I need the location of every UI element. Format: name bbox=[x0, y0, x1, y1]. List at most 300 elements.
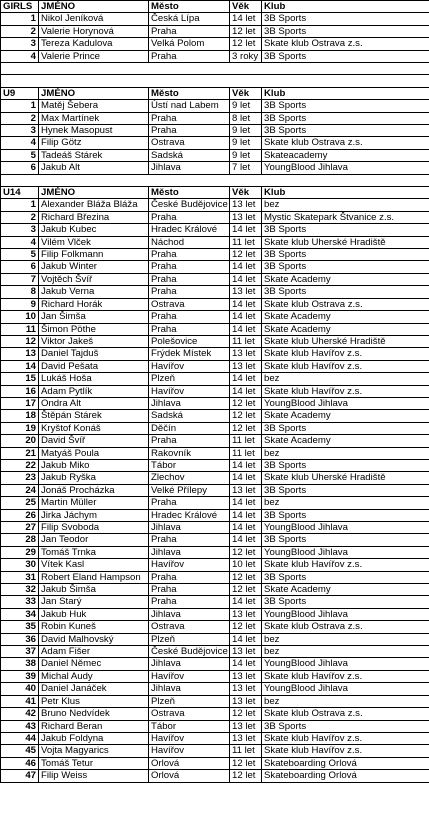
section-header-row bbox=[1, 87, 429, 99]
table-row bbox=[1, 422, 429, 434]
table-row bbox=[1, 459, 429, 471]
table-row bbox=[1, 546, 429, 558]
name-cell: Richard Horák bbox=[39, 298, 149, 310]
age-cell: 14 let bbox=[230, 273, 262, 285]
rank-cell: 1 bbox=[1, 100, 39, 112]
name-cell: David Švíř bbox=[39, 435, 149, 447]
city-cell: Praha bbox=[149, 261, 230, 273]
city-cell: Rakovník bbox=[149, 447, 230, 459]
rank-cell: 17 bbox=[1, 397, 39, 409]
rank-cell: 25 bbox=[1, 497, 39, 509]
club-cell: 3B Sports bbox=[262, 596, 429, 608]
name-cell: Tomáš Trnka bbox=[39, 546, 149, 558]
age-cell: 13 let bbox=[230, 646, 262, 658]
name-cell: Valerie Prince bbox=[39, 50, 149, 62]
city-cell: Havířov bbox=[149, 559, 230, 571]
age-cell: 12 let bbox=[230, 757, 262, 769]
city-cell: Sadská bbox=[149, 410, 230, 422]
table-row bbox=[1, 683, 429, 695]
age-cell: 9 let bbox=[230, 137, 262, 149]
rank-cell: 14 bbox=[1, 360, 39, 372]
table-row bbox=[1, 137, 429, 149]
age-cell: 13 let bbox=[230, 286, 262, 298]
city-cell: Praha bbox=[149, 112, 230, 124]
table-row bbox=[1, 25, 429, 37]
city-cell: Sadská bbox=[149, 149, 230, 161]
city-cell: Praha bbox=[149, 125, 230, 137]
age-cell: 14 let bbox=[230, 459, 262, 471]
name-cell: Jakub Šimša bbox=[39, 584, 149, 596]
club-cell: Skate klub Havířov z.s. bbox=[262, 732, 429, 744]
club-cell: Skateboarding Orlová bbox=[262, 770, 429, 782]
name-cell: Filip Folkmann bbox=[39, 249, 149, 261]
rank-cell: 20 bbox=[1, 435, 39, 447]
city-cell: Plzeň bbox=[149, 633, 230, 645]
club-cell: bez bbox=[262, 695, 429, 707]
rank-cell: 4 bbox=[1, 50, 39, 62]
name-cell: Max Martínek bbox=[39, 112, 149, 124]
city-cell: Praha bbox=[149, 50, 230, 62]
rank-cell: 22 bbox=[1, 459, 39, 471]
table-row bbox=[1, 149, 429, 161]
table-row bbox=[1, 770, 429, 782]
rank-cell: 19 bbox=[1, 422, 39, 434]
city-cell: Jihlava bbox=[149, 683, 230, 695]
city-cell: Velká Polom bbox=[149, 38, 230, 50]
table-row bbox=[1, 670, 429, 682]
rank-cell: 34 bbox=[1, 608, 39, 620]
name-cell: Ondra Alt bbox=[39, 397, 149, 409]
name-cell: Filip Götz bbox=[39, 137, 149, 149]
name-cell: Valerie Horynová bbox=[39, 25, 149, 37]
rank-cell: 13 bbox=[1, 348, 39, 360]
rank-cell: 6 bbox=[1, 162, 39, 174]
rank-cell: 44 bbox=[1, 732, 39, 744]
city-cell: Hradec Králové bbox=[149, 509, 230, 521]
club-cell: Skate klub Uherské Hradiště bbox=[262, 335, 429, 347]
city-cell: Praha bbox=[149, 497, 230, 509]
club-cell: 3B Sports bbox=[262, 112, 429, 124]
age-cell: 14 let bbox=[230, 658, 262, 670]
club-cell: Skate klub Ostrava z.s. bbox=[262, 38, 429, 50]
club-cell: bez bbox=[262, 646, 429, 658]
age-cell: 14 let bbox=[230, 298, 262, 310]
table-row bbox=[1, 472, 429, 484]
rank-cell: 45 bbox=[1, 745, 39, 757]
rank-cell: 8 bbox=[1, 286, 39, 298]
table-row bbox=[1, 112, 429, 124]
age-cell: 12 let bbox=[230, 25, 262, 37]
section-header-row bbox=[1, 187, 429, 199]
name-cell: Petr Klus bbox=[39, 695, 149, 707]
column-header-name: JMÉNO bbox=[39, 187, 149, 199]
column-header-club: Klub bbox=[262, 1, 429, 13]
city-cell: Havířov bbox=[149, 745, 230, 757]
table-row bbox=[1, 745, 429, 757]
column-header-club: Klub bbox=[262, 187, 429, 199]
column-header-age: Věk bbox=[230, 1, 262, 13]
column-header-name: JMÉNO bbox=[39, 1, 149, 13]
club-cell: YoungBlood Jihlava bbox=[262, 522, 429, 534]
city-cell: Praha bbox=[149, 571, 230, 583]
city-cell: Česká Lípa bbox=[149, 13, 230, 25]
club-cell: Skate klub Ostrava z.s. bbox=[262, 298, 429, 310]
rank-cell: 31 bbox=[1, 571, 39, 583]
column-header-club: Klub bbox=[262, 87, 429, 99]
club-cell: Skate klub Havířov z.s. bbox=[262, 385, 429, 397]
spacer-row bbox=[1, 75, 429, 87]
name-cell: Martin Müller bbox=[39, 497, 149, 509]
rank-cell: 1 bbox=[1, 199, 39, 211]
table-row bbox=[1, 162, 429, 174]
club-cell: bez bbox=[262, 199, 429, 211]
club-cell: Skateboarding Orlová bbox=[262, 757, 429, 769]
rank-cell: 1 bbox=[1, 13, 39, 25]
age-cell: 13 let bbox=[230, 695, 262, 707]
age-cell: 14 let bbox=[230, 497, 262, 509]
age-cell: 11 let bbox=[230, 745, 262, 757]
name-cell: Vojta Magyarics bbox=[39, 745, 149, 757]
name-cell: Jakub Kubec bbox=[39, 224, 149, 236]
club-cell: 3B Sports bbox=[262, 224, 429, 236]
name-cell: Vojtěch Švíř bbox=[39, 273, 149, 285]
club-cell: 3B Sports bbox=[262, 484, 429, 496]
club-cell: Skate klub Uherské Hradiště bbox=[262, 472, 429, 484]
age-cell: 13 let bbox=[230, 211, 262, 223]
table-row bbox=[1, 224, 429, 236]
name-cell: Adam Fišer bbox=[39, 646, 149, 658]
name-cell: Šimon Pöthe bbox=[39, 323, 149, 335]
name-cell: Jakub Miko bbox=[39, 459, 149, 471]
table-row bbox=[1, 633, 429, 645]
name-cell: Tomáš Tetur bbox=[39, 757, 149, 769]
category-label: GIRLS bbox=[1, 1, 39, 13]
name-cell: Filip Weiss bbox=[39, 770, 149, 782]
age-cell: 13 let bbox=[230, 670, 262, 682]
city-cell: Jihlava bbox=[149, 658, 230, 670]
column-header-city: Město bbox=[149, 1, 230, 13]
city-cell: Praha bbox=[149, 584, 230, 596]
rank-cell: 18 bbox=[1, 410, 39, 422]
name-cell: Filip Svoboda bbox=[39, 522, 149, 534]
age-cell: 14 let bbox=[230, 261, 262, 273]
table-row bbox=[1, 720, 429, 732]
column-header-name: JMÉNO bbox=[39, 87, 149, 99]
club-cell: Skate Academy bbox=[262, 273, 429, 285]
table-row bbox=[1, 373, 429, 385]
city-cell: Ostrava bbox=[149, 621, 230, 633]
rank-cell: 3 bbox=[1, 38, 39, 50]
age-cell: 11 let bbox=[230, 236, 262, 248]
name-cell: Jan Starý bbox=[39, 596, 149, 608]
rank-cell: 43 bbox=[1, 720, 39, 732]
name-cell: Vilém Vlček bbox=[39, 236, 149, 248]
name-cell: Vítek Kasl bbox=[39, 559, 149, 571]
name-cell: Tereza Kadulova bbox=[39, 38, 149, 50]
city-cell: České Budějovice bbox=[149, 646, 230, 658]
club-cell: 3B Sports bbox=[262, 50, 429, 62]
city-cell: Praha bbox=[149, 273, 230, 285]
table-row bbox=[1, 410, 429, 422]
name-cell: Jakub Alt bbox=[39, 162, 149, 174]
age-cell: 13 let bbox=[230, 720, 262, 732]
age-cell: 14 let bbox=[230, 13, 262, 25]
table-row bbox=[1, 199, 429, 211]
name-cell: Kryštof Konáš bbox=[39, 422, 149, 434]
rank-cell: 3 bbox=[1, 125, 39, 137]
rank-cell: 16 bbox=[1, 385, 39, 397]
table-row bbox=[1, 298, 429, 310]
city-cell: Havířov bbox=[149, 670, 230, 682]
rank-cell: 37 bbox=[1, 646, 39, 658]
table-row bbox=[1, 13, 429, 25]
age-cell: 14 let bbox=[230, 323, 262, 335]
club-cell: 3B Sports bbox=[262, 100, 429, 112]
club-cell: Skate Academy bbox=[262, 323, 429, 335]
rank-cell: 30 bbox=[1, 559, 39, 571]
city-cell: Tábor bbox=[149, 459, 230, 471]
table-row bbox=[1, 261, 429, 273]
city-cell: Havířov bbox=[149, 360, 230, 372]
age-cell: 14 let bbox=[230, 472, 262, 484]
table-row bbox=[1, 484, 429, 496]
age-cell: 12 let bbox=[230, 584, 262, 596]
table-row bbox=[1, 311, 429, 323]
rank-cell: 15 bbox=[1, 373, 39, 385]
table-row bbox=[1, 335, 429, 347]
name-cell: Jirka Jáchym bbox=[39, 509, 149, 521]
club-cell: YoungBlood Jihlava bbox=[262, 546, 429, 558]
rank-cell: 2 bbox=[1, 25, 39, 37]
rank-cell: 35 bbox=[1, 621, 39, 633]
table-row bbox=[1, 435, 429, 447]
rank-cell: 33 bbox=[1, 596, 39, 608]
table-row bbox=[1, 286, 429, 298]
rank-cell: 47 bbox=[1, 770, 39, 782]
age-cell: 14 let bbox=[230, 311, 262, 323]
name-cell: Jakub Foldyna bbox=[39, 732, 149, 744]
age-cell: 12 let bbox=[230, 410, 262, 422]
table-row bbox=[1, 732, 429, 744]
table-row bbox=[1, 397, 429, 409]
club-cell: 3B Sports bbox=[262, 261, 429, 273]
rank-cell: 4 bbox=[1, 236, 39, 248]
age-cell: 12 let bbox=[230, 546, 262, 558]
club-cell: 3B Sports bbox=[262, 422, 429, 434]
age-cell: 11 let bbox=[230, 447, 262, 459]
club-cell: 3B Sports bbox=[262, 249, 429, 261]
rank-cell: 28 bbox=[1, 534, 39, 546]
table-row bbox=[1, 211, 429, 223]
age-cell: 9 let bbox=[230, 149, 262, 161]
club-cell: YoungBlood Jihlava bbox=[262, 683, 429, 695]
club-cell: Mystic Skatepark Štvanice z.s. bbox=[262, 211, 429, 223]
city-cell: Plzeň bbox=[149, 373, 230, 385]
city-cell: Praha bbox=[149, 286, 230, 298]
table-row bbox=[1, 708, 429, 720]
club-cell: YoungBlood Jihlava bbox=[262, 162, 429, 174]
rank-cell: 2 bbox=[1, 112, 39, 124]
rank-cell: 21 bbox=[1, 447, 39, 459]
club-cell: YoungBlood Jihlava bbox=[262, 397, 429, 409]
table-row bbox=[1, 695, 429, 707]
rank-cell: 3 bbox=[1, 224, 39, 236]
city-cell: Praha bbox=[149, 534, 230, 546]
rank-cell: 5 bbox=[1, 149, 39, 161]
city-cell: Ostrava bbox=[149, 298, 230, 310]
city-cell: Havířov bbox=[149, 385, 230, 397]
age-cell: 14 let bbox=[230, 385, 262, 397]
name-cell: Jan Teodor bbox=[39, 534, 149, 546]
club-cell: 3B Sports bbox=[262, 720, 429, 732]
name-cell: Alexander Bláža Bláža bbox=[39, 199, 149, 211]
age-cell: 14 let bbox=[230, 522, 262, 534]
city-cell: Jihlava bbox=[149, 162, 230, 174]
rank-cell: 11 bbox=[1, 323, 39, 335]
name-cell: Robin Kuneš bbox=[39, 621, 149, 633]
table-row bbox=[1, 273, 429, 285]
rank-cell: 39 bbox=[1, 670, 39, 682]
city-cell: Ostrava bbox=[149, 708, 230, 720]
age-cell: 13 let bbox=[230, 360, 262, 372]
city-cell: Polešovice bbox=[149, 335, 230, 347]
rank-cell: 9 bbox=[1, 298, 39, 310]
name-cell: David Pešata bbox=[39, 360, 149, 372]
city-cell: Jihlava bbox=[149, 608, 230, 620]
city-cell: Ostrava bbox=[149, 137, 230, 149]
age-cell: 11 let bbox=[230, 435, 262, 447]
rank-cell: 2 bbox=[1, 211, 39, 223]
age-cell: 10 let bbox=[230, 559, 262, 571]
name-cell: Matěj Šebera bbox=[39, 100, 149, 112]
city-cell: Praha bbox=[149, 311, 230, 323]
name-cell: Daniel Janáček bbox=[39, 683, 149, 695]
city-cell: Frýdek Místek bbox=[149, 348, 230, 360]
club-cell: 3B Sports bbox=[262, 571, 429, 583]
club-cell: Skate klub Havířov z.s. bbox=[262, 670, 429, 682]
club-cell: 3B Sports bbox=[262, 534, 429, 546]
club-cell: Skate klub Havířov z.s. bbox=[262, 559, 429, 571]
name-cell: Tadeáš Stárek bbox=[39, 149, 149, 161]
city-cell: Jihlava bbox=[149, 522, 230, 534]
name-cell: Viktor Jakeš bbox=[39, 335, 149, 347]
rank-cell: 23 bbox=[1, 472, 39, 484]
age-cell: 13 let bbox=[230, 348, 262, 360]
city-cell: Plzeň bbox=[149, 695, 230, 707]
city-cell: Praha bbox=[149, 323, 230, 335]
club-cell: Skate klub Uherské Hradiště bbox=[262, 236, 429, 248]
age-cell: 13 let bbox=[230, 608, 262, 620]
table-row bbox=[1, 125, 429, 137]
age-cell: 9 let bbox=[230, 125, 262, 137]
rank-cell: 12 bbox=[1, 335, 39, 347]
age-cell: 12 let bbox=[230, 397, 262, 409]
city-cell: Ústí nad Labem bbox=[149, 100, 230, 112]
rank-cell: 38 bbox=[1, 658, 39, 670]
club-cell: bez bbox=[262, 373, 429, 385]
club-cell: Skateacademy bbox=[262, 149, 429, 161]
column-header-age: Věk bbox=[230, 87, 262, 99]
name-cell: Lukáš Hoša bbox=[39, 373, 149, 385]
name-cell: Jakub Verna bbox=[39, 286, 149, 298]
name-cell: Adam Pytlík bbox=[39, 385, 149, 397]
rank-cell: 36 bbox=[1, 633, 39, 645]
rank-cell: 26 bbox=[1, 509, 39, 521]
table-row bbox=[1, 38, 429, 50]
rank-cell: 27 bbox=[1, 522, 39, 534]
table-row bbox=[1, 584, 429, 596]
name-cell: Michal Audy bbox=[39, 670, 149, 682]
age-cell: 13 let bbox=[230, 199, 262, 211]
city-cell: Náchod bbox=[149, 236, 230, 248]
age-cell: 11 let bbox=[230, 335, 262, 347]
table-row bbox=[1, 621, 429, 633]
club-cell: 3B Sports bbox=[262, 509, 429, 521]
table-row bbox=[1, 559, 429, 571]
name-cell: Jan Šimša bbox=[39, 311, 149, 323]
table-row bbox=[1, 534, 429, 546]
category-label: U14 bbox=[1, 187, 39, 199]
city-cell: Velké Přílepy bbox=[149, 484, 230, 496]
rank-cell: 40 bbox=[1, 683, 39, 695]
club-cell: bez bbox=[262, 633, 429, 645]
column-header-age: Věk bbox=[230, 187, 262, 199]
age-cell: 12 let bbox=[230, 249, 262, 261]
city-cell: Praha bbox=[149, 25, 230, 37]
table-row bbox=[1, 608, 429, 620]
city-cell: Jihlava bbox=[149, 546, 230, 558]
club-cell: Skate Academy bbox=[262, 311, 429, 323]
age-cell: 12 let bbox=[230, 770, 262, 782]
club-cell: Skate klub Ostrava z.s. bbox=[262, 708, 429, 720]
club-cell: bez bbox=[262, 497, 429, 509]
rank-cell: 42 bbox=[1, 708, 39, 720]
city-cell: Jihlava bbox=[149, 397, 230, 409]
age-cell: 14 let bbox=[230, 596, 262, 608]
city-cell: České Budějovice bbox=[149, 199, 230, 211]
rank-cell: 4 bbox=[1, 137, 39, 149]
city-cell: Zlechov bbox=[149, 472, 230, 484]
rank-cell: 5 bbox=[1, 249, 39, 261]
club-cell: bez bbox=[262, 447, 429, 459]
rank-cell: 24 bbox=[1, 484, 39, 496]
table-row bbox=[1, 509, 429, 521]
name-cell: Daniel Tajduš bbox=[39, 348, 149, 360]
rank-cell: 6 bbox=[1, 261, 39, 273]
club-cell: YoungBlood Jihlava bbox=[262, 658, 429, 670]
age-cell: 14 let bbox=[230, 534, 262, 546]
section-header-row bbox=[1, 1, 429, 13]
name-cell: Jonáš Procházka bbox=[39, 484, 149, 496]
table-row bbox=[1, 571, 429, 583]
name-cell: Matyáš Poula bbox=[39, 447, 149, 459]
table-row bbox=[1, 360, 429, 372]
name-cell: Štěpán Stárek bbox=[39, 410, 149, 422]
age-cell: 14 let bbox=[230, 633, 262, 645]
table-row bbox=[1, 50, 429, 62]
club-cell: Skate klub Ostrava z.s. bbox=[262, 137, 429, 149]
name-cell: Jakub Winter bbox=[39, 261, 149, 273]
club-cell: 3B Sports bbox=[262, 459, 429, 471]
table-row bbox=[1, 249, 429, 261]
club-cell: Skate Academy bbox=[262, 584, 429, 596]
name-cell: Daniel Němec bbox=[39, 658, 149, 670]
category-label: U9 bbox=[1, 87, 39, 99]
name-cell: Robert Eland Hampson bbox=[39, 571, 149, 583]
age-cell: 8 let bbox=[230, 112, 262, 124]
age-cell: 9 let bbox=[230, 100, 262, 112]
club-cell: 3B Sports bbox=[262, 125, 429, 137]
